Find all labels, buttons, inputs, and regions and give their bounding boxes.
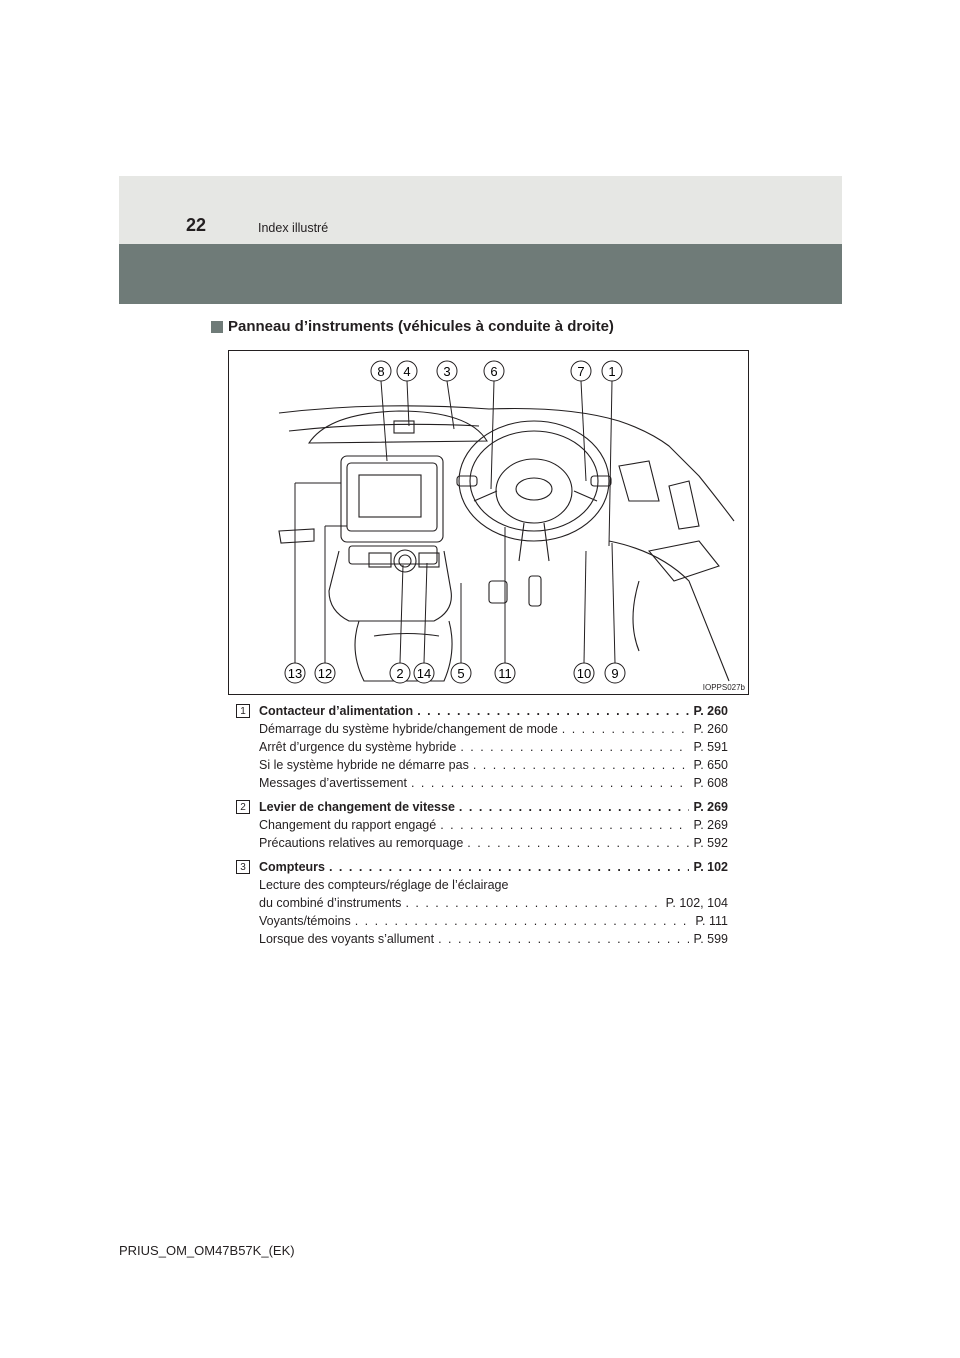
page-link[interactable]: P. 599 <box>693 932 728 946</box>
callout-2-label: 2 <box>396 666 404 681</box>
entry-line: Changement du rapport engagé . . . P. 269 <box>259 818 728 836</box>
entry-line: Levier de changement de vitesse . . . P. 269 <box>259 800 728 818</box>
entry-line: du combiné d’instruments . . . P. 102, 104 <box>259 896 728 914</box>
callout-10-label: 10 <box>576 666 592 681</box>
page-link[interactable]: P. 260 <box>693 722 728 736</box>
page-link[interactable]: P. 592 <box>693 836 728 850</box>
page-link[interactable]: P. 111 <box>695 914 728 928</box>
page-link[interactable]: P. 608 <box>693 776 728 790</box>
callout-4-label: 4 <box>403 364 411 379</box>
callouts-bottom <box>285 663 625 683</box>
page-link[interactable]: P. 269 <box>693 800 728 814</box>
page-link[interactable]: P. 102, 104 <box>665 896 728 910</box>
entry-line: Démarrage du système hybride/changement de mode . . . P. 260 <box>259 722 728 740</box>
callout-6-label: 6 <box>490 364 498 379</box>
callout-9-label: 9 <box>611 666 619 681</box>
instrument-panel-figure <box>228 350 749 695</box>
entry-number: 3 <box>236 860 250 874</box>
callout-13-label: 13 <box>287 666 303 681</box>
callouts-top <box>371 361 622 381</box>
entry-line: Messages d’avertissement . . . P. 608 <box>259 776 728 794</box>
entry-line: Compteurs . . . P. 102 <box>259 860 728 878</box>
header-dark-band <box>119 244 842 304</box>
page-link[interactable]: P. 269 <box>693 818 728 832</box>
callout-3-label: 3 <box>443 364 451 379</box>
entry-line: Voyants/témoins . . . P. 111 <box>259 914 728 932</box>
entry-number: 2 <box>236 800 250 814</box>
callout-8-label: 8 <box>377 364 385 379</box>
page-number: 22 <box>186 215 207 235</box>
heading-square-icon <box>211 321 223 333</box>
figure-code: IOPPS027b <box>702 683 745 692</box>
page-link[interactable]: P. 591 <box>693 740 728 754</box>
callout-7-label: 7 <box>577 364 585 379</box>
callout-1-label: 1 <box>608 364 616 379</box>
entry-line: Lecture des compteurs/réglage de l’éclairage <box>259 878 509 892</box>
section-title: Index illustré <box>258 221 329 235</box>
callout-12-label: 12 <box>317 666 333 681</box>
page-link[interactable]: P. 260 <box>693 704 728 718</box>
header-band <box>119 176 842 244</box>
section-heading <box>211 318 614 335</box>
callout-11-label: 11 <box>498 666 512 681</box>
entry-line: Précautions relatives au remorquage . . . P. 592 <box>259 836 728 854</box>
page-link[interactable]: P. 102 <box>693 860 728 874</box>
entry-line: Arrêt d’urgence du système hybride . . . P. 591 <box>259 740 728 758</box>
entry-number: 1 <box>236 704 250 718</box>
dashboard-illustration <box>229 351 748 694</box>
entry-line: Lorsque des voyants s’allument . . . P. 599 <box>259 932 728 950</box>
entry-line: Si le système hybride ne démarre pas . . . P. 650 <box>259 758 728 776</box>
callout-14-label: 14 <box>416 666 432 681</box>
entry-line: Contacteur d’alimentation . . . P. 260 <box>259 704 728 722</box>
page-link[interactable]: P. 650 <box>693 758 728 772</box>
heading-text: Panneau d’instruments (véhicules à conduite à droite) <box>228 318 614 335</box>
callout-5-label: 5 <box>457 666 465 681</box>
document-footer: PRIUS_OM_OM47B57K_(EK) <box>119 1243 295 1258</box>
